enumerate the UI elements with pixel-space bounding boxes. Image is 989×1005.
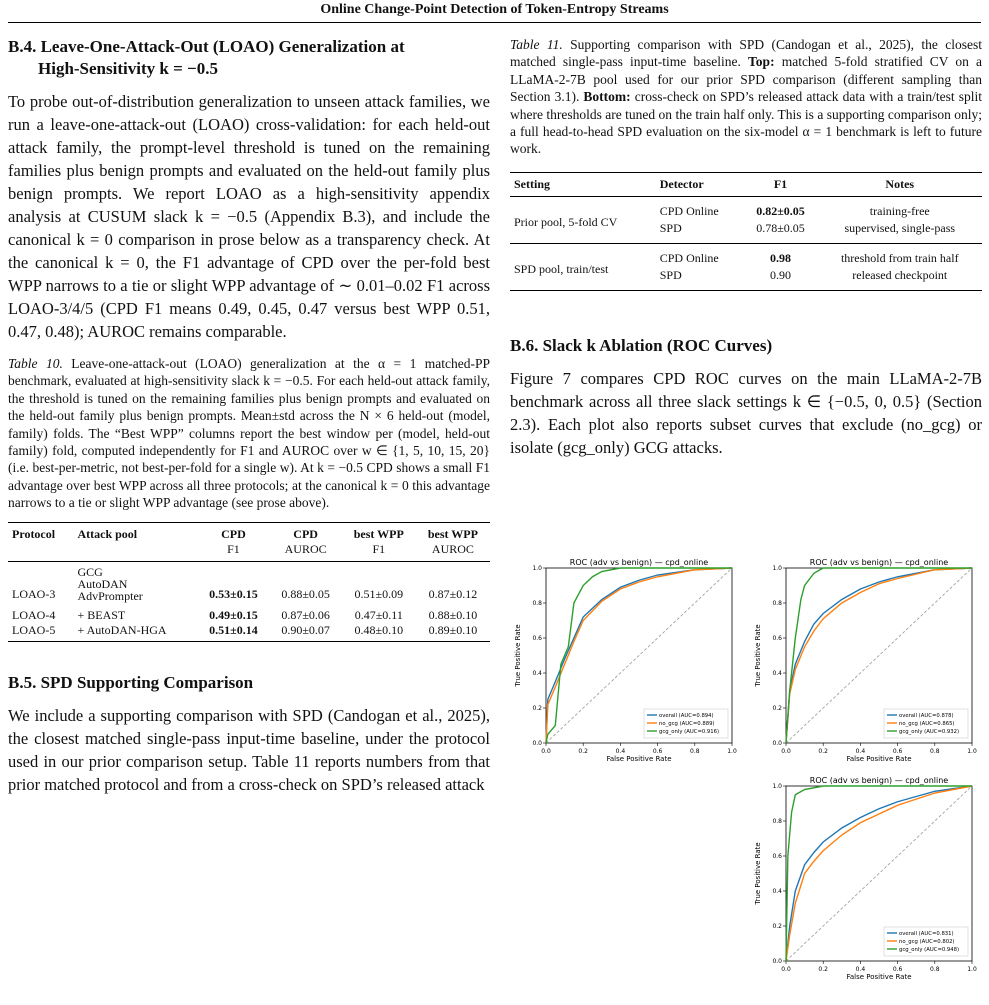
x-tick-label: 0.8 <box>930 748 940 755</box>
legend-entry: gcg_only (AUC=0.916) <box>659 729 720 735</box>
t11-f1: 0.82±0.05 <box>756 203 805 218</box>
t10-subheader: F1 <box>227 541 240 556</box>
t11-header-f1: F1 <box>773 176 788 191</box>
y-axis-label: True Positive Rate <box>754 842 762 905</box>
x-tick-label: 0.4 <box>855 748 866 755</box>
t10-cpd-f1: 0.51±0.14 <box>209 622 258 637</box>
table-11 <box>510 172 982 291</box>
y-tick-label: 0.6 <box>772 635 782 642</box>
section-b4-heading <box>8 36 490 80</box>
table-row <box>510 196 982 220</box>
x-axis-label: False Positive Rate <box>846 973 912 981</box>
t10-subheader <box>8 542 73 562</box>
t11-detector: CPD Online <box>659 203 719 218</box>
x-tick-label: 0.2 <box>818 966 828 973</box>
t10-cpd-auroc: 0.87±0.06 <box>281 607 330 622</box>
x-tick-label: 0.2 <box>578 748 588 755</box>
t10-cpd-f1: 0.49±0.15 <box>209 607 258 622</box>
left-column <box>8 36 490 796</box>
y-tick-label: 0.8 <box>772 818 782 825</box>
table-10 <box>8 522 490 642</box>
y-tick-label: 1.0 <box>772 565 782 572</box>
t10-header-cpd-auroc: CPD <box>293 526 318 541</box>
t11-f1: 0.78±0.05 <box>756 220 805 235</box>
t11-header-setting: Setting <box>514 176 550 191</box>
table-row <box>8 561 490 602</box>
y-axis-label: True Positive Rate <box>754 624 762 687</box>
table10-label: Table 10. <box>8 356 63 371</box>
table-row <box>510 243 982 267</box>
t10-wpp-f1: 0.51±0.09 <box>354 586 404 601</box>
table10-caption-text: Leave-one-attack-out (LOAO) generalization at the α = 1 matched-PP benchmark, evaluated at high-sensitivity slack k = −0.5. For each held-out attack family, the threshold is tuned on the remaining families plus benign prompts and evaluated on the held-out family plus benign prompts. Mean±std across the N × 6 held-out (model, family) folds. The “Best WPP” columns report the best window per (model, held-out family) fold, computed independently for F1 and AUROC over w ∈ {1, 5, 10, 15, 20} (i.e. best-per-metric, not best-per-fold for a single w). At k = −0.5 CPD shows a small F1 advantage over best WPP across all three protocols; at the canonical k = 0 this advantage narrows to a tie or slight WPP advantage (see prose above). <box>8 356 490 511</box>
y-tick-label: 0.4 <box>532 670 542 677</box>
x-tick-label: 0.8 <box>930 966 940 973</box>
roc-chart-2 <box>750 556 980 768</box>
t11-header-detector: Detector <box>659 176 704 191</box>
x-tick-label: 0.6 <box>892 748 903 755</box>
t11-detector: SPD <box>659 267 682 282</box>
section-b5-heading: B.5. SPD Supporting Comparison <box>8 672 254 692</box>
b5-paragraph: We include a supporting comparison with SPD (Candogan et al., 2025), the closest matched single-pass input-time baseline, under the protocol used in our prior comparison setup. Table 11 reports numbers from that prior matched protocol and from a cross-check on SPD’s released attack <box>8 705 490 794</box>
table11-caption-text: matched 5-fold stratified CV on a LLaMA-2-7B pool used for our prior SPD comparison (different sampling than Section 3.1). <box>510 54 982 105</box>
legend-entry: overall (AUC=0.831) <box>899 931 954 937</box>
table-row <box>8 623 490 642</box>
y-tick-label: 0.0 <box>772 740 782 747</box>
legend-entry: gcg_only (AUC=0.932) <box>899 729 960 735</box>
t10-protocol: LOAO-5 <box>12 622 56 637</box>
t10-header-wpp-auroc: best WPP <box>427 526 478 541</box>
x-tick-label: 0.2 <box>818 748 828 755</box>
t10-subheader <box>73 542 197 562</box>
y-tick-label: 1.0 <box>772 783 782 790</box>
t10-wpp-f1: 0.48±0.10 <box>354 622 404 637</box>
y-tick-label: 0.0 <box>532 740 542 747</box>
roc-chart-3 <box>750 774 980 986</box>
y-axis-label: True Positive Rate <box>514 624 522 687</box>
t11-notes: supervised, single-pass <box>844 220 956 235</box>
x-axis-label: False Positive Rate <box>846 755 912 763</box>
y-tick-label: 0.6 <box>532 635 542 642</box>
legend-entry: overall (AUC=0.894) <box>659 713 714 719</box>
t10-cpd-auroc: 0.88±0.05 <box>281 586 330 601</box>
y-tick-label: 0.2 <box>532 705 542 712</box>
x-tick-label: 0.6 <box>652 748 663 755</box>
t10-pool: + AutoDAN-HGA <box>77 622 167 637</box>
right-column <box>510 36 982 459</box>
legend-entry: no_gcg (AUC=0.802) <box>899 939 955 945</box>
table11-top-label: Top: <box>748 54 775 70</box>
t10-header-protocol: Protocol <box>12 526 56 541</box>
chart-title: ROC (adv vs benign) — cpd_online <box>809 776 949 785</box>
t10-protocol: LOAO-3 <box>12 586 56 601</box>
t10-header-wpp-f1: best WPP <box>353 526 404 541</box>
table-row <box>8 602 490 623</box>
x-tick-label: 0.6 <box>892 966 903 973</box>
t10-header-cpd-f1: CPD <box>221 526 246 541</box>
t11-header-notes: Notes <box>885 176 915 191</box>
table10-caption <box>8 355 490 512</box>
x-tick-label: 0.0 <box>541 748 551 755</box>
legend-entry: overall (AUC=0.878) <box>899 713 954 719</box>
b4-heading-line1: B.4. Leave-One-Attack-Out (LOAO) Generalization at <box>8 37 405 56</box>
x-tick-label: 0.0 <box>781 966 791 973</box>
table11-bottom-label: Bottom: <box>583 89 631 105</box>
x-tick-label: 0.8 <box>690 748 700 755</box>
t10-subheader: AUROC <box>431 541 474 556</box>
y-tick-label: 0.6 <box>772 853 782 860</box>
t10-wpp-auroc: 0.87±0.12 <box>428 586 478 601</box>
y-tick-label: 1.0 <box>532 565 542 572</box>
x-tick-label: 1.0 <box>967 748 977 755</box>
t11-setting: Prior pool, 5-fold CV <box>514 215 618 230</box>
t10-pool: + BEAST <box>77 607 126 622</box>
y-tick-label: 0.8 <box>772 600 782 607</box>
t10-subheader: F1 <box>372 541 386 556</box>
roc-chart-1 <box>510 556 740 768</box>
t10-cpd-auroc: 0.90±0.07 <box>281 622 330 637</box>
b6-paragraph: Figure 7 compares CPD ROC curves on the main LLaMA-2-7B benchmark across all three slack settings k ∈ {−0.5, 0, 0.5} (Section 2.3). Each plot also reports subset curves that exclude (no_gcg) or isolate (gcg_only) GCG attacks. <box>510 368 982 457</box>
chart-title: ROC (adv vs benign) — cpd_online <box>809 558 949 567</box>
y-tick-label: 0.0 <box>772 958 782 965</box>
t11-notes: training-free <box>869 203 930 218</box>
b4-paragraph: To probe out-of-distribution generalization to unseen attack families, we run a leave-one-attack-out (LOAO) cross-validation: for each held-out attack family, the prompt-level threshold is tuned on the remaining families plus benign prompts and evaluated on the held-out family plus benign prompts. We report LOAO as a high-sensitivity appendix analysis at CUSUM slack k = −0.5 (Appendix B.3), and include the canonical k = 0 comparison in prose below as a transparency check. At the canonical k = 0, the F1 advantage of CPD over the per-fold best WPP narrows to a tie or slight WPP advantage of ∼ 0.01–0.02 F1 across LOAO-3/4/5 (CPD F1 means 0.49, 0.45, 0.47 versus best WPP 0.51, 0.47, 0.48); AUROC remains comparable. <box>8 92 490 341</box>
running-header: Online Change-Point Detection of Token-Entropy Streams <box>8 0 981 23</box>
section-b6-heading: B.6. Slack k Ablation (ROC Curves) <box>510 335 773 355</box>
t11-f1: 0.90 <box>769 267 791 282</box>
table11-caption-text: Supporting comparison with SPD (Candogan et al., 2025), the closest matched single-pass input-time baseline. <box>510 37 982 70</box>
x-tick-label: 0.0 <box>781 748 791 755</box>
x-tick-label: 0.4 <box>615 748 626 755</box>
legend-entry: no_gcg (AUC=0.889) <box>659 721 715 727</box>
x-axis-label: False Positive Rate <box>606 755 672 763</box>
b4-heading-line2: High-Sensitivity k = −0.5 <box>38 59 218 78</box>
t11-notes: released checkpoint <box>852 267 948 282</box>
t11-setting: SPD pool, train/test <box>514 262 609 277</box>
t10-wpp-f1: 0.47±0.11 <box>354 607 403 622</box>
t10-pool: GCG AutoDAN AdvPrompter <box>77 564 143 603</box>
y-tick-label: 0.4 <box>772 888 782 895</box>
t10-subheader: AUROC <box>284 541 327 556</box>
table11-caption <box>510 36 982 158</box>
t10-protocol: LOAO-4 <box>12 607 56 622</box>
y-tick-label: 0.2 <box>772 923 782 930</box>
y-tick-label: 0.2 <box>772 705 782 712</box>
legend-entry: no_gcg (AUC=0.865) <box>899 721 955 727</box>
table11-caption-text: cross-check on SPD’s released attack data with a train/test split where thresholds are tuned on the train half only. This is a supporting comparison only; a full head-to-head SPD evaluation on the six-model α = 1 benchmark is left to future work. <box>510 89 982 157</box>
t11-detector: CPD Online <box>659 250 719 265</box>
t11-notes: threshold from train half <box>840 250 959 265</box>
t10-cpd-f1: 0.53±0.15 <box>209 586 258 601</box>
t10-header-pool: Attack pool <box>77 526 138 541</box>
y-tick-label: 0.8 <box>532 600 542 607</box>
t11-detector: SPD <box>659 220 682 235</box>
y-tick-label: 0.4 <box>772 670 782 677</box>
t10-wpp-auroc: 0.88±0.10 <box>428 607 478 622</box>
x-tick-label: 1.0 <box>727 748 737 755</box>
t10-wpp-auroc: 0.89±0.10 <box>428 622 478 637</box>
t11-f1: 0.98 <box>769 250 791 265</box>
x-tick-label: 0.4 <box>855 966 866 973</box>
chart-title: ROC (adv vs benign) — cpd_online <box>569 558 709 567</box>
table11-label: Table 11. <box>510 37 563 52</box>
x-tick-label: 1.0 <box>967 966 977 973</box>
legend-entry: gcg_only (AUC=0.948) <box>899 947 960 953</box>
